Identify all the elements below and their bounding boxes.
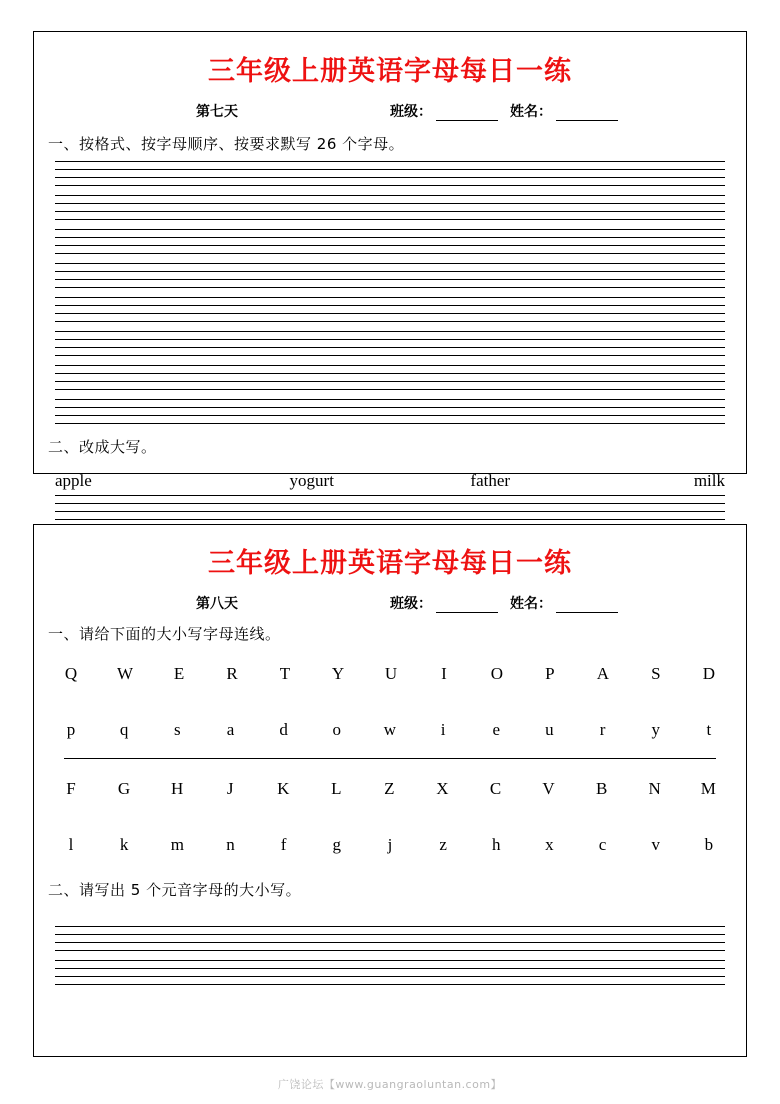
letter[interactable]: P <box>545 664 555 683</box>
letter[interactable]: i <box>440 720 446 739</box>
name-label: 姓名： <box>510 596 552 612</box>
word-item: yogurt <box>289 471 334 490</box>
writing-stave[interactable] <box>55 161 725 186</box>
letter-row-lowercase-1[interactable] <box>64 720 716 740</box>
letter-row-lowercase-2[interactable] <box>64 835 716 855</box>
letter[interactable]: Z <box>384 779 395 798</box>
letter[interactable]: s <box>174 720 181 739</box>
word-item: milk <box>693 471 725 490</box>
letter[interactable]: K <box>277 779 290 798</box>
letter[interactable]: G <box>117 779 131 798</box>
letter[interactable]: Q <box>64 664 78 683</box>
question-1-text: 一、请给下面的大小写字母连线。 <box>48 625 281 643</box>
letter[interactable]: p <box>66 720 76 739</box>
question-2-writing-staves[interactable] <box>55 926 725 985</box>
letter[interactable]: h <box>492 835 501 854</box>
name-field <box>510 593 622 613</box>
letter[interactable]: v <box>651 835 660 854</box>
class-field <box>390 101 502 121</box>
letter-row-uppercase-2[interactable] <box>64 779 716 799</box>
letter[interactable]: A <box>596 664 610 683</box>
letter[interactable]: U <box>384 664 398 683</box>
worksheet-title: 三年级上册英语字母每日一练 <box>208 548 572 579</box>
writing-stave[interactable] <box>55 399 725 424</box>
letter[interactable]: j <box>387 835 393 854</box>
worksheet-page-1 <box>33 31 747 490</box>
letter-row-uppercase-1[interactable] <box>64 664 716 684</box>
letter[interactable]: C <box>489 779 502 798</box>
writing-stave[interactable] <box>55 495 725 520</box>
letter[interactable]: I <box>441 664 447 683</box>
letter[interactable]: V <box>542 779 555 798</box>
letter[interactable]: l <box>68 835 74 854</box>
word-item: apple <box>55 471 92 490</box>
question-1-text: 一、按格式、按字母顺序、按要求默写 26 个字母。 <box>48 135 405 153</box>
letter[interactable]: N <box>648 779 661 798</box>
letter[interactable]: u <box>545 720 554 739</box>
letter[interactable]: R <box>226 664 238 683</box>
letter[interactable]: w <box>383 720 397 739</box>
day-label: 第八天 <box>196 596 238 612</box>
writing-stave[interactable] <box>55 926 725 951</box>
letter[interactable]: M <box>700 779 716 798</box>
worksheet-page-2 <box>33 524 747 1057</box>
letter[interactable]: o <box>332 720 342 739</box>
letter[interactable]: b <box>704 835 714 854</box>
letter[interactable]: E <box>173 664 185 683</box>
letter[interactable]: X <box>436 779 449 798</box>
writing-stave[interactable] <box>55 263 725 288</box>
letter[interactable]: B <box>595 779 608 798</box>
letter[interactable]: L <box>331 779 342 798</box>
letter[interactable]: m <box>170 835 184 854</box>
letter[interactable]: J <box>226 779 234 798</box>
word-list <box>55 471 725 491</box>
letter[interactable]: H <box>170 779 184 798</box>
worksheet-title: 三年级上册英语字母每日一练 <box>208 56 572 87</box>
name-input-blank[interactable] <box>556 105 618 121</box>
letter[interactable]: O <box>490 664 504 683</box>
letter[interactable]: D <box>702 664 715 683</box>
letter[interactable]: z <box>439 835 447 854</box>
question-1-writing-staves[interactable] <box>55 161 725 424</box>
letter[interactable]: Y <box>331 664 345 683</box>
letter[interactable]: t <box>706 720 712 739</box>
question-2-writing-staves[interactable] <box>55 495 725 520</box>
word-item: father <box>470 471 511 490</box>
worksheet-meta-row <box>34 101 746 121</box>
class-input-blank[interactable] <box>436 597 498 613</box>
question-2-text: 二、改成大写。 <box>48 438 157 456</box>
writing-stave[interactable] <box>55 960 725 985</box>
letter[interactable]: n <box>226 835 235 854</box>
letter[interactable]: f <box>280 835 287 854</box>
writing-stave[interactable] <box>55 195 725 220</box>
section-divider <box>64 758 716 759</box>
letter[interactable]: c <box>598 835 607 854</box>
name-field <box>510 101 622 121</box>
letter[interactable]: e <box>492 720 501 739</box>
footer-watermark: 广饶论坛【www.guangraoluntan.com】 <box>277 1078 503 1091</box>
writing-stave[interactable] <box>55 297 725 322</box>
letter[interactable]: d <box>279 720 288 739</box>
writing-stave[interactable] <box>55 331 725 356</box>
class-label: 班级： <box>390 104 432 120</box>
letter[interactable]: S <box>651 664 661 683</box>
letter[interactable]: x <box>545 835 554 854</box>
letter[interactable]: y <box>651 720 660 739</box>
letter[interactable]: a <box>226 720 235 739</box>
worksheet-meta-row <box>34 593 746 613</box>
day-label: 第七天 <box>196 104 238 120</box>
writing-stave[interactable] <box>55 229 725 254</box>
question-2-text: 二、请写出 5 个元音字母的大小写。 <box>48 881 302 899</box>
letter[interactable]: F <box>66 779 76 798</box>
letter[interactable]: q <box>119 720 129 739</box>
letter[interactable]: k <box>119 835 129 854</box>
letter[interactable]: W <box>116 664 134 683</box>
letter[interactable]: g <box>332 835 342 854</box>
class-input-blank[interactable] <box>436 105 498 121</box>
letter[interactable]: r <box>599 720 606 739</box>
name-input-blank[interactable] <box>556 597 618 613</box>
class-label: 班级： <box>390 596 432 612</box>
class-field <box>390 593 502 613</box>
letter[interactable]: T <box>279 664 291 683</box>
name-label: 姓名： <box>510 104 552 120</box>
writing-stave[interactable] <box>55 365 725 390</box>
